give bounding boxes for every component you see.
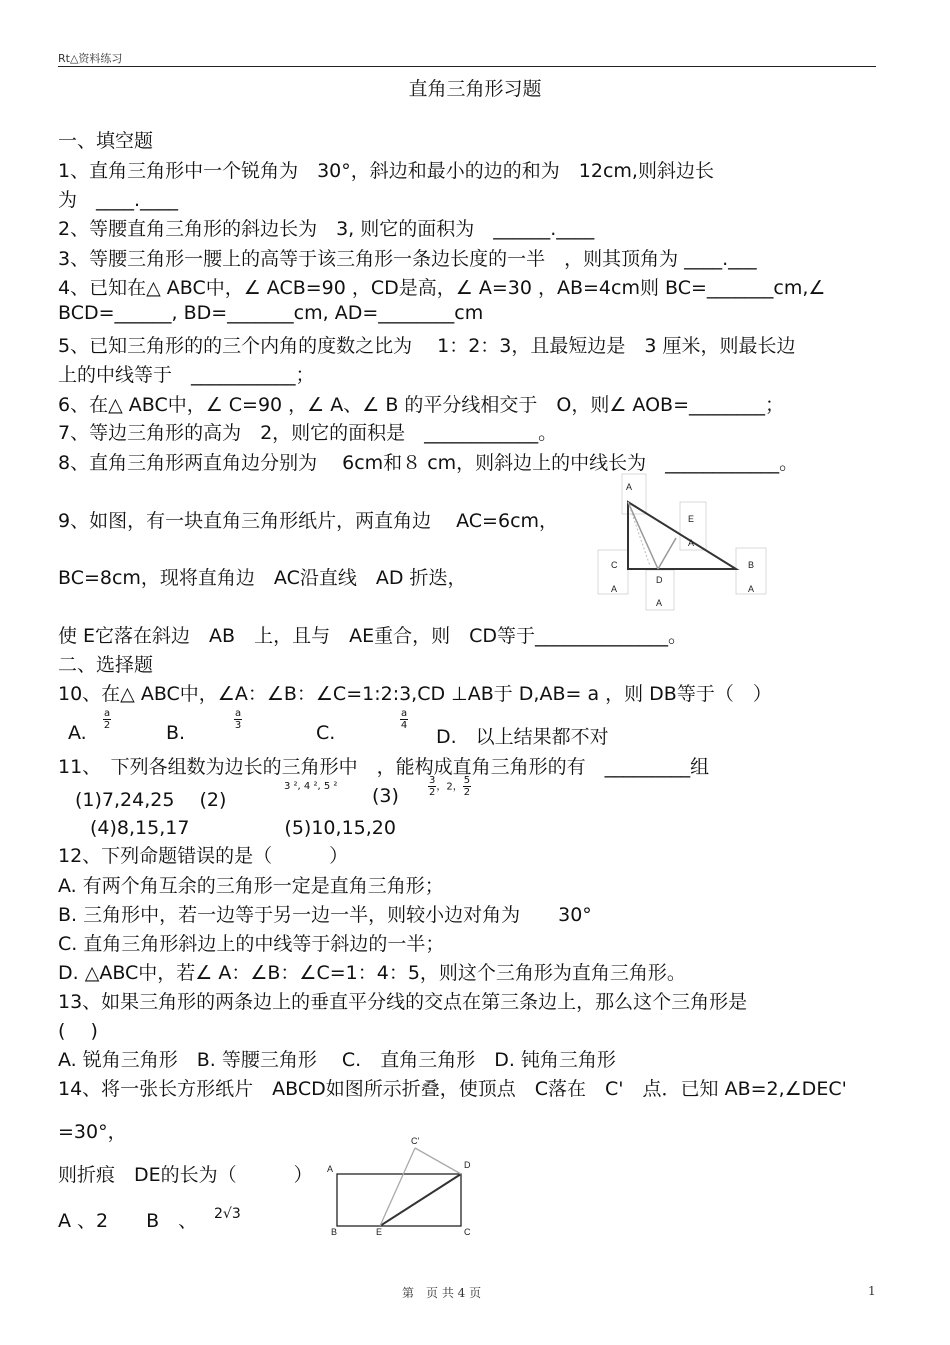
fig9-label-a-left: A [611, 584, 618, 594]
triangle-abc [628, 502, 736, 569]
q11-row1: (1)7,24,25 (2) [75, 789, 227, 811]
fig14-label-a: A [327, 1164, 334, 1174]
fig14-label-b: B [331, 1227, 338, 1237]
fig9-label-c: C [611, 560, 618, 570]
footer-page-text: 第 页 共 4 页 [402, 1286, 482, 1300]
q4-line1: 4、已知在△ ABC中，∠ ACB=90 ，CD是高，∠ A=30 ，AB=4cm则 BC=_______cm,∠ [58, 277, 826, 299]
q6: 6、在△ ABC中，∠ C=90 ，∠ A、∠ B 的平分线相交于 O，则∠ AOB=________； [58, 394, 784, 416]
q10-option-b: B. [166, 722, 186, 744]
q7: 7、等边三角形的高为 2，则它的面积是 ____________。 [58, 422, 558, 444]
rectangle-abcd [337, 1174, 461, 1226]
q10-option-d: D. 以上结果都不对 [436, 726, 609, 748]
q13-paren: ( ) [58, 1020, 98, 1042]
q2: 2、等腰直角三角形的斜边长为 3, 则它的面积为 ______.____ [58, 218, 595, 240]
q11-set-3: $\frac{3}{2}$ ，2， $\frac{5}{2}$ [429, 775, 471, 798]
q12-option-b: B. 三角形中，若一边等于另一边一半，则较小边对角为 30° [58, 904, 592, 926]
fold-edge-de [658, 538, 676, 569]
q12-option-a: A. 有两个角互余的三角形一定是直角三角形； [58, 875, 444, 897]
section-choice: 二、选择题 [58, 654, 154, 676]
footer-page-number: 1 [868, 1284, 876, 1298]
q11: 11、 下列各组数为边长的三角形中 ，能构成直角三角形的有 _________组 [58, 756, 710, 778]
q10-frac-b: $\frac{a}{3}$ [234, 708, 242, 731]
q10: 10、在△ ABC中，∠A：∠B：∠C=1:2:3,CD ⊥AB于 D,AB= a ，则 DB等于（ ） [58, 683, 772, 705]
fig9-label-d: D [656, 575, 663, 585]
q3: 3、等腰三角形一腰上的高等于该三角形一条边长度的一半 ，则其顶角为 ____.___ [58, 248, 757, 270]
q4-line2: BCD=______, BD=_______cm, AD=________cm [58, 302, 484, 324]
q9-line1: 9、如图，有一块直角三角形纸片，两直角边 AC=6cm， [58, 510, 559, 532]
q14-options: A 、2 B 、 [58, 1210, 198, 1232]
q11-row1-3: (3) [372, 785, 399, 807]
q1-line1: 1、直角三角形中一个锐角为 30°，斜边和最小的边的和为 12cm,则斜边长 [58, 160, 714, 182]
q14-line2: =30°， [58, 1121, 127, 1143]
q10-option-c: C. [316, 722, 336, 744]
q1-line2: 为 ____.____ [58, 189, 179, 211]
page-title: 直角三角形习题 [408, 78, 542, 100]
figure-q9-triangle [598, 474, 770, 614]
q9-line3: 使 E它落在斜边 AB 上，且与 AE重合，则 CD等于______________。 [58, 625, 687, 647]
fig14-label-e: E [376, 1227, 383, 1237]
fig9-label-e: E [688, 514, 695, 524]
q10-frac-c: $\frac{a}{4}$ [400, 708, 408, 731]
q14-line3: 则折痕 DE的长为（ ） [58, 1164, 313, 1186]
q14-option-b-value: 2√3 [214, 1206, 241, 1222]
fig9-label-a-right: A [748, 584, 755, 594]
q5-line2: 上的中线等于 ___________； [58, 364, 315, 386]
q13-options: A. 锐角三角形 B. 等腰三角形 C. 直角三角形 D. 钝角三角形 [58, 1049, 616, 1071]
q11-set-2: 3 ², 4 ², 5 ² [284, 781, 338, 792]
q8: 8、直角三角形两直角边分别为 6cm和８ cm，则斜边上的中线长为 ____________。 [58, 452, 799, 474]
header-rule [58, 66, 876, 67]
fig9-label-a-top: A [626, 482, 633, 492]
q9-line2: BC=8cm，现将直角边 AC沿直线 AD 折迭， [58, 567, 467, 589]
fig9-label-a-bottom: A [656, 598, 663, 608]
q10-frac-a: $\frac{a}{2}$ [103, 708, 111, 731]
fig9-label-a-mid: A [688, 538, 695, 548]
figure-q14-rectangle [325, 1134, 475, 1240]
fig14-label-cprime: C' [411, 1136, 420, 1146]
running-head: Rt△资料练习 [58, 52, 123, 65]
section-fill: 一、填空题 [58, 130, 154, 152]
q13: 13、如果三角形的两条边上的垂直平分线的交点在第三条边上，那么这个三角形是 [58, 991, 748, 1013]
q12-option-d: D. △ABC中，若∠ A：∠B：∠C=1：4：5，则这个三角形为直角三角形。 [58, 962, 686, 984]
fig14-label-c: C [464, 1227, 471, 1237]
fig9-label-b: B [748, 560, 755, 570]
q5-line1: 5、已知三角形的的三个内角的度数之比为 1：2：3，且最短边是 3 厘米，则最长边 [58, 335, 796, 357]
q14-line1: 14、将一张长方形纸片 ABCD如图所示折叠，使顶点 C落在 C' 点．已知 AB=2,∠DEC' [58, 1078, 847, 1100]
q11-row2: (4)8,15,17 (5)10,15,20 [90, 817, 396, 839]
q10-option-a: A. [68, 722, 87, 744]
q12-option-c: C. 直角三角形斜边上的中线等于斜边的一半； [58, 933, 445, 955]
fig14-label-d: D [464, 1160, 471, 1170]
q12: 12、下列命题错误的是（ ） [58, 845, 349, 867]
